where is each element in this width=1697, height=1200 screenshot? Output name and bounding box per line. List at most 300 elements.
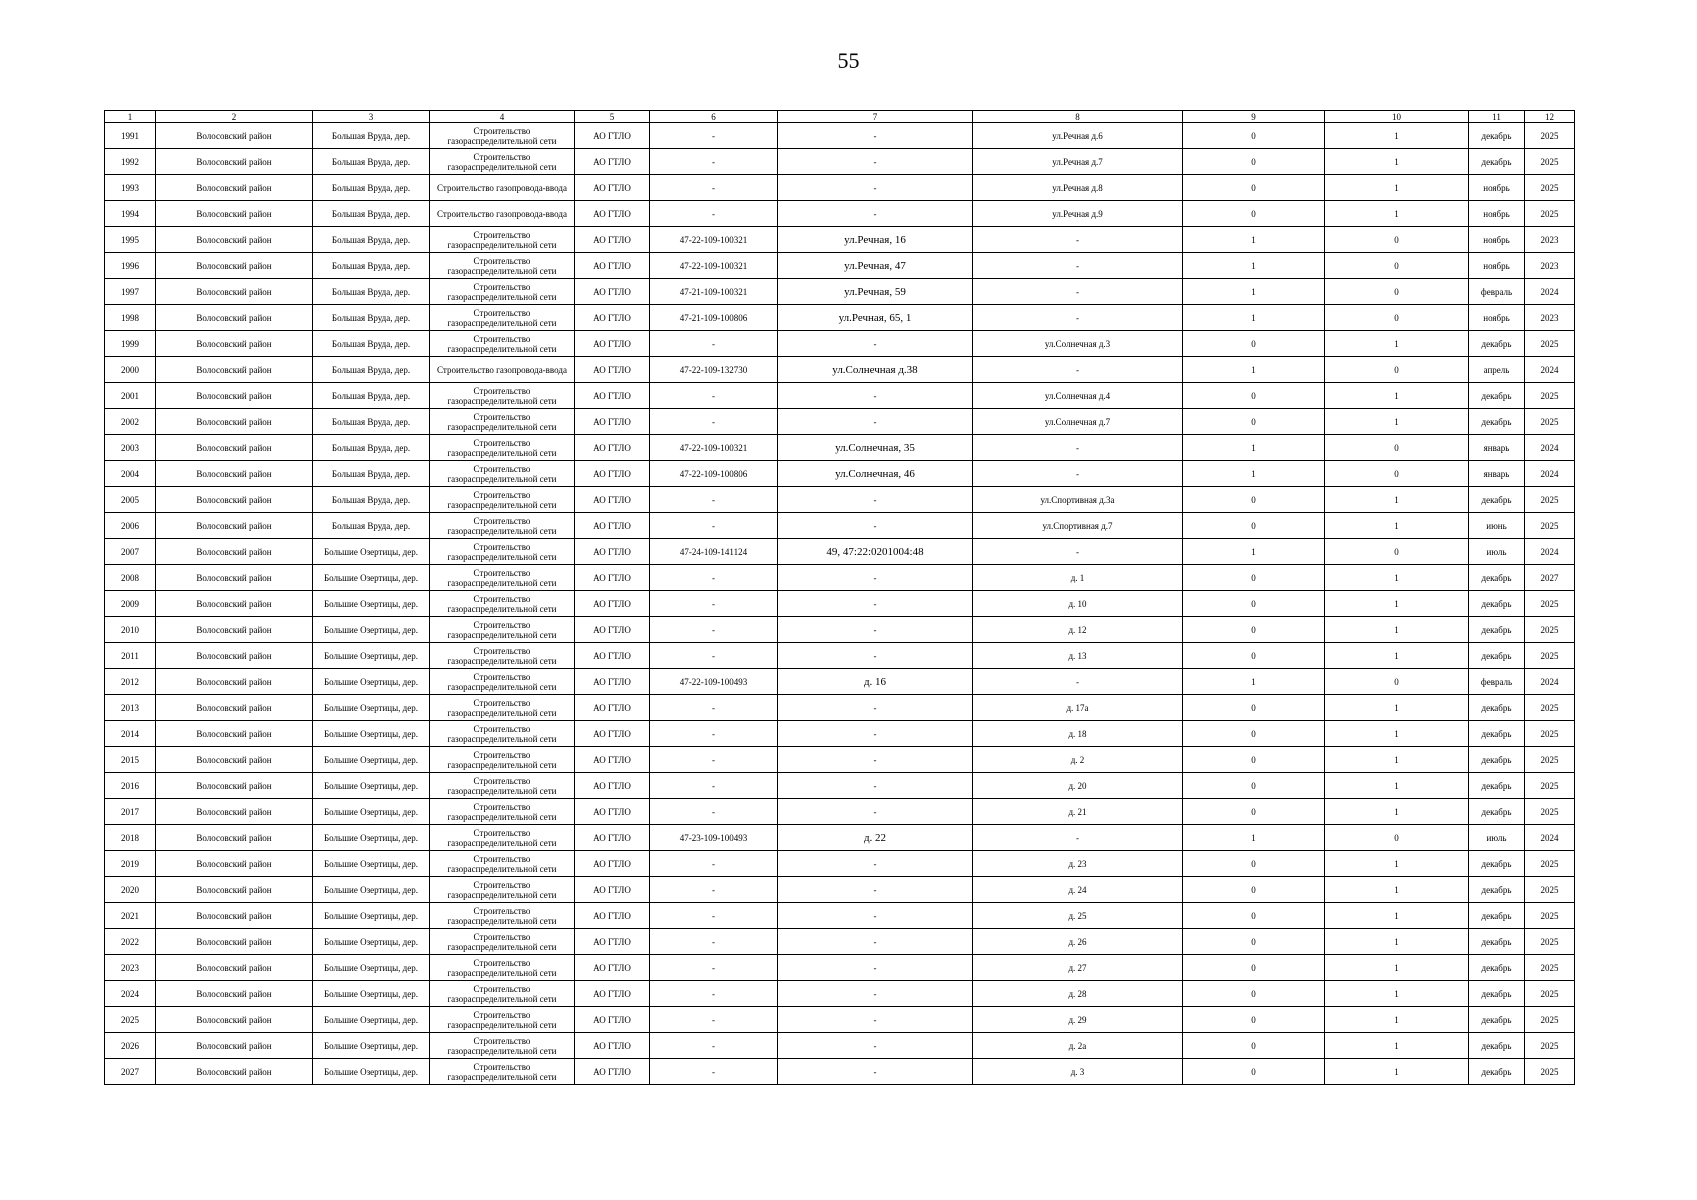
cell-count-b: 1: [1325, 149, 1469, 175]
cell-address-planned: д. 28: [973, 981, 1183, 1007]
cell-row-index: 1992: [105, 149, 156, 175]
cell-month: декабрь: [1469, 1007, 1525, 1033]
cell-address-with-contract: -: [778, 617, 973, 643]
cell-district: Волосовский район: [156, 1059, 313, 1085]
cell-district: Волосовский район: [156, 487, 313, 513]
cell-work-type: Строительство газораспределительной сети: [430, 383, 575, 409]
cell-count-b: 1: [1325, 409, 1469, 435]
cell-organization: АО ГТЛО: [575, 227, 650, 253]
cell-tu-number: 47-22-109-100321: [650, 227, 778, 253]
cell-count-a: 0: [1183, 513, 1325, 539]
cell-tu-number: -: [650, 851, 778, 877]
cell-year: 2025: [1525, 175, 1575, 201]
cell-address-with-contract: ул.Речная, 16: [778, 227, 973, 253]
cell-count-a: 0: [1183, 773, 1325, 799]
cell-settlement: Большие Озертицы, дер.: [313, 773, 430, 799]
cell-tu-number: -: [650, 1033, 778, 1059]
cell-row-index: 2016: [105, 773, 156, 799]
cell-row-index: 2005: [105, 487, 156, 513]
cell-settlement: Большая Вруда, дер.: [313, 175, 430, 201]
cell-district: Волосовский район: [156, 669, 313, 695]
cell-work-type: Строительство газораспределительной сети: [430, 435, 575, 461]
cell-count-b: 1: [1325, 981, 1469, 1007]
cell-year: 2025: [1525, 903, 1575, 929]
cell-address-with-contract: -: [778, 1007, 973, 1033]
cell-month: декабрь: [1469, 955, 1525, 981]
cell-count-b: 0: [1325, 435, 1469, 461]
cell-count-a: 0: [1183, 799, 1325, 825]
cell-count-b: 0: [1325, 357, 1469, 383]
cell-year: 2023: [1525, 305, 1575, 331]
cell-row-index: 2004: [105, 461, 156, 487]
cell-address-planned: д. 17а: [973, 695, 1183, 721]
cell-row-index: 1994: [105, 201, 156, 227]
cell-work-type: Строительство газораспределительной сети: [430, 747, 575, 773]
cell-count-b: 1: [1325, 721, 1469, 747]
cell-count-a: 1: [1183, 279, 1325, 305]
cell-tu-number: -: [650, 1059, 778, 1085]
cell-year: 2025: [1525, 409, 1575, 435]
cell-count-b: 1: [1325, 513, 1469, 539]
cell-settlement: Большие Озертицы, дер.: [313, 981, 430, 1007]
cell-work-type: Строительство газораспределительной сети: [430, 123, 575, 149]
cell-organization: АО ГТЛО: [575, 435, 650, 461]
cell-district: Волосовский район: [156, 357, 313, 383]
cell-address-with-contract: -: [778, 487, 973, 513]
cell-organization: АО ГТЛО: [575, 565, 650, 591]
cell-work-type: Строительство газораспределительной сети: [430, 773, 575, 799]
cell-row-index: 2026: [105, 1033, 156, 1059]
cell-year: 2023: [1525, 253, 1575, 279]
cell-row-index: 2022: [105, 929, 156, 955]
cell-district: Волосовский район: [156, 513, 313, 539]
table-row: [105, 877, 1575, 903]
cell-district: Волосовский район: [156, 643, 313, 669]
cell-district: Волосовский район: [156, 981, 313, 1007]
table-row: [105, 565, 1575, 591]
cell-organization: АО ГТЛО: [575, 253, 650, 279]
cell-count-a: 1: [1183, 305, 1325, 331]
cell-address-with-contract: -: [778, 331, 973, 357]
cell-settlement: Большие Озертицы, дер.: [313, 565, 430, 591]
cell-tu-number: -: [650, 331, 778, 357]
column-number-12: 12: [1525, 111, 1575, 123]
cell-address-with-contract: -: [778, 1033, 973, 1059]
cell-address-planned: д. 26: [973, 929, 1183, 955]
cell-work-type: Строительство газораспределительной сети: [430, 799, 575, 825]
cell-count-b: 1: [1325, 123, 1469, 149]
table-row: [105, 409, 1575, 435]
cell-settlement: Большая Вруда, дер.: [313, 149, 430, 175]
column-number-4: 4: [430, 111, 575, 123]
cell-district: Волосовский район: [156, 825, 313, 851]
cell-address-planned: ул.Речная д.8: [973, 175, 1183, 201]
cell-count-a: 0: [1183, 617, 1325, 643]
cell-row-index: 2025: [105, 1007, 156, 1033]
table-row: [105, 1033, 1575, 1059]
cell-address-planned: ул.Солнечная д.4: [973, 383, 1183, 409]
cell-month: декабрь: [1469, 487, 1525, 513]
cell-year: 2025: [1525, 643, 1575, 669]
cell-year: 2024: [1525, 539, 1575, 565]
cell-district: Волосовский район: [156, 617, 313, 643]
cell-tu-number: 47-24-109-141124: [650, 539, 778, 565]
cell-count-b: 0: [1325, 305, 1469, 331]
cell-tu-number: -: [650, 929, 778, 955]
cell-month: декабрь: [1469, 851, 1525, 877]
cell-address-planned: д. 29: [973, 1007, 1183, 1033]
column-number-1: 1: [105, 111, 156, 123]
cell-work-type: Строительство газораспределительной сети: [430, 1007, 575, 1033]
cell-count-a: 1: [1183, 825, 1325, 851]
cell-work-type: Строительство газораспределительной сети: [430, 1033, 575, 1059]
cell-month: июнь: [1469, 513, 1525, 539]
cell-year: 2025: [1525, 851, 1575, 877]
cell-tu-number: 47-22-109-100321: [650, 435, 778, 461]
cell-tu-number: -: [650, 201, 778, 227]
cell-count-a: 1: [1183, 357, 1325, 383]
cell-year: 2024: [1525, 669, 1575, 695]
cell-work-type: Строительство газораспределительной сети: [430, 331, 575, 357]
cell-address-planned: -: [973, 539, 1183, 565]
table-row: [105, 825, 1575, 851]
cell-month: июль: [1469, 539, 1525, 565]
table-row: [105, 1007, 1575, 1033]
cell-tu-number: -: [650, 175, 778, 201]
cell-row-index: 1999: [105, 331, 156, 357]
column-number-8: 8: [973, 111, 1183, 123]
cell-address-with-contract: -: [778, 799, 973, 825]
cell-settlement: Большая Вруда, дер.: [313, 253, 430, 279]
table-row: [105, 331, 1575, 357]
table-row: [105, 149, 1575, 175]
cell-address-planned: д. 2а: [973, 1033, 1183, 1059]
cell-organization: АО ГТЛО: [575, 461, 650, 487]
cell-count-b: 1: [1325, 877, 1469, 903]
cell-address-with-contract: -: [778, 903, 973, 929]
cell-organization: АО ГТЛО: [575, 1059, 650, 1085]
cell-row-index: 2003: [105, 435, 156, 461]
cell-district: Волосовский район: [156, 721, 313, 747]
cell-row-index: 2017: [105, 799, 156, 825]
cell-address-with-contract: -: [778, 409, 973, 435]
cell-settlement: Большая Вруда, дер.: [313, 409, 430, 435]
cell-count-b: 1: [1325, 903, 1469, 929]
cell-district: Волосовский район: [156, 591, 313, 617]
cell-count-b: 1: [1325, 331, 1469, 357]
cell-settlement: Большие Озертицы, дер.: [313, 903, 430, 929]
cell-address-with-contract: ул.Речная, 47: [778, 253, 973, 279]
cell-address-with-contract: -: [778, 721, 973, 747]
cell-count-a: 0: [1183, 695, 1325, 721]
table-row: [105, 175, 1575, 201]
cell-organization: АО ГТЛО: [575, 149, 650, 175]
cell-address-planned: -: [973, 305, 1183, 331]
cell-row-index: 2027: [105, 1059, 156, 1085]
cell-organization: АО ГТЛО: [575, 279, 650, 305]
cell-month: декабрь: [1469, 409, 1525, 435]
cell-count-b: 1: [1325, 591, 1469, 617]
cell-district: Волосовский район: [156, 409, 313, 435]
cell-address-with-contract: -: [778, 201, 973, 227]
cell-address-with-contract: -: [778, 773, 973, 799]
cell-work-type: Строительство газораспределительной сети: [430, 487, 575, 513]
cell-tu-number: -: [650, 513, 778, 539]
cell-organization: АО ГТЛО: [575, 617, 650, 643]
cell-month: январь: [1469, 435, 1525, 461]
cell-year: 2025: [1525, 149, 1575, 175]
cell-count-b: 0: [1325, 253, 1469, 279]
cell-work-type: Строительство газораспределительной сети: [430, 669, 575, 695]
cell-tu-number: -: [650, 955, 778, 981]
table-row: [105, 721, 1575, 747]
cell-count-a: 1: [1183, 435, 1325, 461]
cell-count-b: 1: [1325, 565, 1469, 591]
cell-year: 2025: [1525, 695, 1575, 721]
cell-row-index: 2000: [105, 357, 156, 383]
cell-settlement: Большая Вруда, дер.: [313, 435, 430, 461]
cell-row-index: 2011: [105, 643, 156, 669]
cell-tu-number: -: [650, 981, 778, 1007]
cell-work-type: Строительство газораспределительной сети: [430, 981, 575, 1007]
cell-address-planned: -: [973, 825, 1183, 851]
cell-work-type: Строительство газораспределительной сети: [430, 565, 575, 591]
cell-organization: АО ГТЛО: [575, 305, 650, 331]
cell-tu-number: -: [650, 149, 778, 175]
cell-row-index: 2024: [105, 981, 156, 1007]
cell-settlement: Большие Озертицы, дер.: [313, 1033, 430, 1059]
cell-address-planned: -: [973, 279, 1183, 305]
cell-count-a: 0: [1183, 981, 1325, 1007]
cell-address-planned: д. 3: [973, 1059, 1183, 1085]
cell-settlement: Большая Вруда, дер.: [313, 331, 430, 357]
cell-organization: АО ГТЛО: [575, 799, 650, 825]
cell-organization: АО ГТЛО: [575, 669, 650, 695]
data-table: [104, 110, 1575, 1085]
cell-year: 2025: [1525, 331, 1575, 357]
cell-row-index: 2015: [105, 747, 156, 773]
cell-address-planned: -: [973, 253, 1183, 279]
cell-row-index: 1998: [105, 305, 156, 331]
cell-year: 2023: [1525, 227, 1575, 253]
cell-year: 2025: [1525, 383, 1575, 409]
cell-organization: АО ГТЛО: [575, 591, 650, 617]
cell-settlement: Большие Озертицы, дер.: [313, 591, 430, 617]
cell-row-index: 2018: [105, 825, 156, 851]
cell-address-planned: ул.Речная д.6: [973, 123, 1183, 149]
cell-settlement: Большие Озертицы, дер.: [313, 669, 430, 695]
cell-address-planned: ул.Солнечная д.3: [973, 331, 1183, 357]
cell-count-b: 1: [1325, 643, 1469, 669]
cell-tu-number: 47-21-109-100321: [650, 279, 778, 305]
cell-year: 2025: [1525, 1033, 1575, 1059]
cell-work-type: Строительство газораспределительной сети: [430, 903, 575, 929]
cell-count-b: 1: [1325, 773, 1469, 799]
cell-year: 2024: [1525, 357, 1575, 383]
cell-month: декабрь: [1469, 1033, 1525, 1059]
column-number-5: 5: [575, 111, 650, 123]
cell-settlement: Большая Вруда, дер.: [313, 487, 430, 513]
cell-month: декабрь: [1469, 149, 1525, 175]
cell-row-index: 1991: [105, 123, 156, 149]
cell-settlement: Большие Озертицы, дер.: [313, 747, 430, 773]
cell-year: 2025: [1525, 123, 1575, 149]
cell-address-with-contract: ул.Солнечная, 35: [778, 435, 973, 461]
cell-month: декабрь: [1469, 903, 1525, 929]
cell-address-with-contract: -: [778, 383, 973, 409]
cell-count-a: 1: [1183, 253, 1325, 279]
cell-tu-number: -: [650, 409, 778, 435]
cell-row-index: 1996: [105, 253, 156, 279]
cell-organization: АО ГТЛО: [575, 825, 650, 851]
cell-settlement: Большая Вруда, дер.: [313, 201, 430, 227]
cell-tu-number: 47-21-109-100806: [650, 305, 778, 331]
cell-district: Волосовский район: [156, 799, 313, 825]
cell-month: декабрь: [1469, 773, 1525, 799]
cell-settlement: Большие Озертицы, дер.: [313, 539, 430, 565]
cell-tu-number: -: [650, 903, 778, 929]
cell-settlement: Большая Вруда, дер.: [313, 357, 430, 383]
cell-work-type: Строительство газораспределительной сети: [430, 955, 575, 981]
cell-year: 2024: [1525, 825, 1575, 851]
cell-month: декабрь: [1469, 747, 1525, 773]
table-row: [105, 513, 1575, 539]
table-row: [105, 981, 1575, 1007]
column-number-7: 7: [778, 111, 973, 123]
cell-work-type: Строительство газораспределительной сети: [430, 461, 575, 487]
cell-district: Волосовский район: [156, 929, 313, 955]
cell-settlement: Большие Озертицы, дер.: [313, 695, 430, 721]
cell-district: Волосовский район: [156, 383, 313, 409]
table-row: [105, 773, 1575, 799]
cell-count-b: 1: [1325, 851, 1469, 877]
cell-work-type: Строительство газораспределительной сети: [430, 539, 575, 565]
cell-month: ноябрь: [1469, 253, 1525, 279]
cell-district: Волосовский район: [156, 331, 313, 357]
cell-district: Волосовский район: [156, 565, 313, 591]
cell-district: Волосовский район: [156, 1007, 313, 1033]
cell-address-with-contract: -: [778, 747, 973, 773]
cell-work-type: Строительство газораспределительной сети: [430, 851, 575, 877]
cell-work-type: Строительство газораспределительной сети: [430, 149, 575, 175]
cell-month: декабрь: [1469, 981, 1525, 1007]
cell-address-planned: -: [973, 669, 1183, 695]
cell-tu-number: -: [650, 643, 778, 669]
cell-organization: АО ГТЛО: [575, 981, 650, 1007]
cell-settlement: Большая Вруда, дер.: [313, 123, 430, 149]
cell-district: Волосовский район: [156, 253, 313, 279]
table-row: [105, 929, 1575, 955]
cell-district: Волосовский район: [156, 279, 313, 305]
cell-address-with-contract: -: [778, 149, 973, 175]
cell-tu-number: -: [650, 565, 778, 591]
cell-tu-number: -: [650, 747, 778, 773]
cell-count-a: 0: [1183, 201, 1325, 227]
cell-row-index: 2008: [105, 565, 156, 591]
cell-count-a: 0: [1183, 591, 1325, 617]
cell-address-planned: д. 12: [973, 617, 1183, 643]
cell-count-a: 0: [1183, 1033, 1325, 1059]
cell-district: Волосовский район: [156, 227, 313, 253]
cell-work-type: Строительство газораспределительной сети: [430, 695, 575, 721]
cell-address-planned: д. 2: [973, 747, 1183, 773]
cell-district: Волосовский район: [156, 747, 313, 773]
cell-address-with-contract: -: [778, 851, 973, 877]
cell-address-with-contract: д. 22: [778, 825, 973, 851]
cell-year: 2025: [1525, 877, 1575, 903]
column-number-row: [105, 111, 1575, 123]
cell-settlement: Большие Озертицы, дер.: [313, 1059, 430, 1085]
table-row: [105, 253, 1575, 279]
table-row: [105, 357, 1575, 383]
cell-work-type: Строительство газораспределительной сети: [430, 929, 575, 955]
cell-month: декабрь: [1469, 331, 1525, 357]
table-row: [105, 461, 1575, 487]
cell-address-planned: ул.Спортивная д.3а: [973, 487, 1183, 513]
cell-address-planned: -: [973, 435, 1183, 461]
cell-tu-number: -: [650, 1007, 778, 1033]
cell-district: Волосовский район: [156, 461, 313, 487]
cell-month: июль: [1469, 825, 1525, 851]
cell-row-index: 2023: [105, 955, 156, 981]
cell-tu-number: -: [650, 721, 778, 747]
cell-work-type: Строительство газопровода-ввода: [430, 357, 575, 383]
cell-count-a: 0: [1183, 643, 1325, 669]
cell-year: 2025: [1525, 513, 1575, 539]
cell-count-a: 0: [1183, 955, 1325, 981]
cell-address-with-contract: ул.Солнечная, 46: [778, 461, 973, 487]
cell-work-type: Строительство газораспределительной сети: [430, 513, 575, 539]
cell-count-a: 0: [1183, 409, 1325, 435]
cell-count-b: 0: [1325, 461, 1469, 487]
cell-work-type: Строительство газораспределительной сети: [430, 643, 575, 669]
cell-month: апрель: [1469, 357, 1525, 383]
cell-organization: АО ГТЛО: [575, 955, 650, 981]
cell-organization: АО ГТЛО: [575, 175, 650, 201]
cell-row-index: 2006: [105, 513, 156, 539]
cell-month: февраль: [1469, 669, 1525, 695]
cell-count-a: 0: [1183, 1059, 1325, 1085]
column-number-9: 9: [1183, 111, 1325, 123]
cell-count-a: 1: [1183, 669, 1325, 695]
cell-year: 2025: [1525, 1007, 1575, 1033]
cell-settlement: Большая Вруда, дер.: [313, 279, 430, 305]
table-row: [105, 955, 1575, 981]
cell-year: 2024: [1525, 461, 1575, 487]
cell-organization: АО ГТЛО: [575, 773, 650, 799]
cell-year: 2025: [1525, 747, 1575, 773]
cell-address-with-contract: -: [778, 695, 973, 721]
cell-month: декабрь: [1469, 383, 1525, 409]
cell-settlement: Большая Вруда, дер.: [313, 513, 430, 539]
cell-count-b: 1: [1325, 747, 1469, 773]
cell-row-index: 1997: [105, 279, 156, 305]
cell-address-with-contract: д. 16: [778, 669, 973, 695]
cell-work-type: Строительство газораспределительной сети: [430, 305, 575, 331]
cell-month: декабрь: [1469, 617, 1525, 643]
cell-organization: АО ГТЛО: [575, 383, 650, 409]
cell-settlement: Большие Озертицы, дер.: [313, 721, 430, 747]
cell-address-planned: д. 13: [973, 643, 1183, 669]
cell-row-index: 1995: [105, 227, 156, 253]
cell-count-a: 1: [1183, 539, 1325, 565]
cell-district: Волосовский район: [156, 955, 313, 981]
cell-tu-number: -: [650, 591, 778, 617]
cell-address-planned: д. 23: [973, 851, 1183, 877]
cell-year: 2025: [1525, 955, 1575, 981]
cell-year: 2025: [1525, 201, 1575, 227]
cell-address-planned: ул.Речная д.9: [973, 201, 1183, 227]
